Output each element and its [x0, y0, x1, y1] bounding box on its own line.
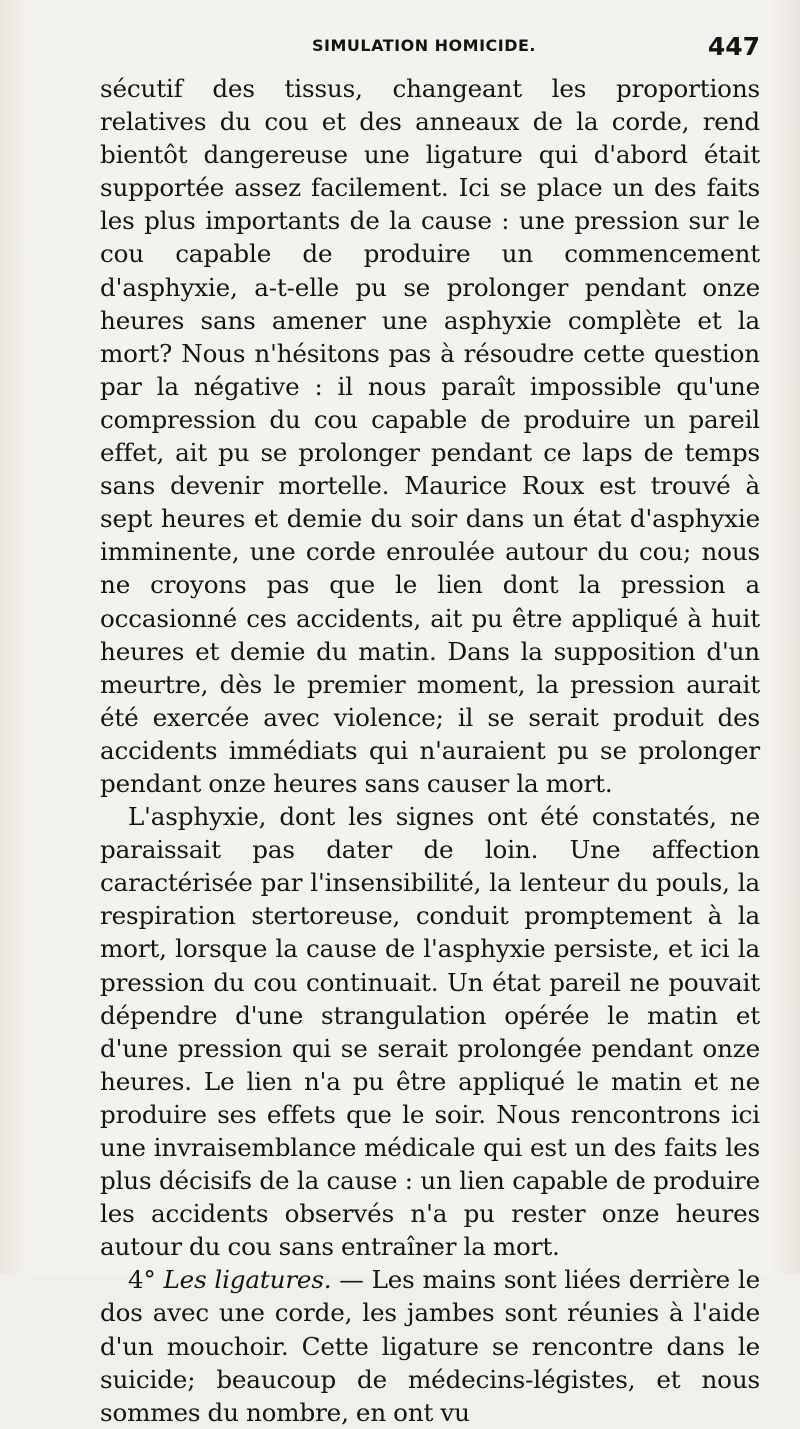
paragraph-3-text: — Les mains sont liées derrière le dos avec une corde, les jambes sont réunies à l'aide d'un mouchoir. Cette ligature se rencontre dans le suicide; beaucoup de médecins-légistes, et nous sommes du nombre, en ont vu — [100, 1265, 761, 1427]
page-number: 447 — [707, 32, 760, 61]
paragraph-1: sécutif des tissus, changeant les proportions relatives du cou et des anneaux de la corde, rend bientôt dangereuse une ligature qui d'abord était supportée assez facilement. Ici se place un des faits les plus importants de la cause : une pression sur le cou capable de produire un commencement d'asphyxie, a-t-elle pu se prolonger pendant onze heures sans amener une asphyxie complète et la mort? Nous n'hésitons pas à résoudre cette question par la négative : il nous paraît impossible qu'une compression du cou capable de produire un pareil effet, ait pu se prolonger pendant ce laps de temps sans devenir mortelle. Maurice Roux est trouvé à sept heures et demie du soir dans un état d'asphyxie imminente, une corde enroulée autour du cou; nous ne croyons pas que le lien dont la pression a occasionné ces accidents, ait pu être appliqué à huit heures et demie du matin. Dans la supposition d'un meurtre, dès le premier moment, la pression aurait été exercée avec violence; il se serait produit des accidents immédiats qui n'auraient pu se prolonger pendant onze heures sans causer la mort. — [100, 74, 760, 798]
body-text — [100, 72, 760, 1429]
page-header — [100, 32, 760, 66]
running-title: SIMULATION HOMICIDE. — [312, 36, 537, 55]
paragraph-3 — [100, 1263, 760, 1428]
paragraph-2: L'asphyxie, dont les signes ont été constatés, ne paraissait pas dater de loin. Une affection caractérisée par l'insensibilité, la lenteur du pouls, la respiration stertoreuse, conduit promptement à la mort, lorsque la cause de l'asphyxie persiste, et ici la pression du cou continuait. Un état pareil ne pouvait dépendre d'une strangulation opérée le matin et d'une pression qui se serait prolongée pendant onze heures. Le lien n'a pu être appliqué le matin et ne produire ses effets que le soir. Nous rencontrons ici une invraisemblance médicale qui est un des faits les plus décisifs de la cause : un lien capable de produire les accidents observés n'a pu rester onze heures autour du cou sans entraîner la mort. — [100, 802, 760, 1262]
section-number: 4° — [128, 1265, 156, 1295]
section-subtitle: Les ligatures. — [163, 1265, 332, 1295]
